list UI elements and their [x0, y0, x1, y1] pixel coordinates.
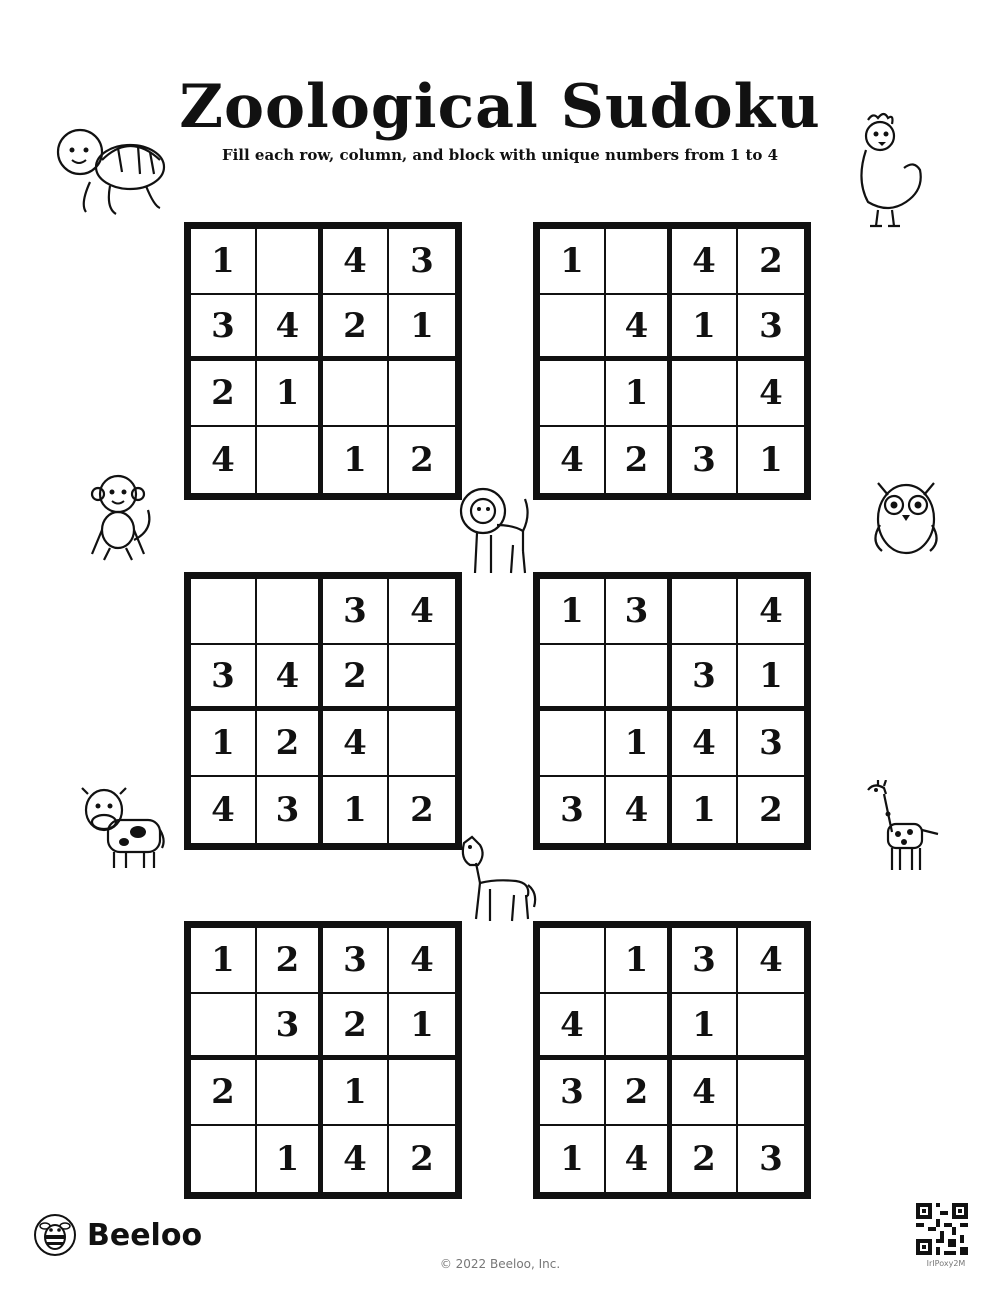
bee-logo-icon — [33, 1213, 77, 1257]
sudoku-cell: 2 — [191, 1060, 257, 1126]
sudoku-cell: 1 — [540, 1126, 606, 1192]
page-title: Zoological Sudoku — [179, 72, 821, 142]
sudoku-cell: 4 — [323, 1126, 389, 1192]
sudoku-cell: 3 — [257, 994, 323, 1060]
sudoku-cell: 1 — [257, 361, 323, 427]
instructions: Fill each row, column, and block with unique numbers from 1 to 4 — [221, 146, 779, 164]
sudoku-cell[interactable] — [389, 1060, 455, 1126]
sudoku-cell: 3 — [759, 1139, 783, 1179]
sudoku-grid-3 — [184, 572, 462, 850]
sudoku-cell: 4 — [323, 229, 389, 295]
sudoku-cell: 1 — [606, 361, 672, 427]
qr-code-icon — [916, 1203, 968, 1255]
giraffe-icon — [864, 780, 944, 875]
sudoku-cell: 2 — [191, 361, 257, 427]
sudoku-cell: 3 — [738, 295, 804, 361]
sudoku-cell: 4 — [606, 295, 672, 361]
brand-name: Beeloo — [87, 1217, 203, 1253]
sudoku-cell: 4 — [540, 427, 606, 493]
sudoku-cell[interactable] — [540, 711, 606, 777]
sudoku-cell[interactable] — [191, 1126, 257, 1192]
sudoku-cell: 3 — [323, 579, 389, 645]
sudoku-cell[interactable] — [389, 361, 455, 427]
sudoku-cell[interactable] — [389, 645, 455, 711]
sudoku-cell: 4 — [672, 711, 738, 777]
sudoku-cell: 2 — [759, 790, 783, 830]
sudoku-cell: 2 — [323, 645, 389, 711]
owl-icon — [866, 475, 946, 560]
sudoku-cell: 1 — [540, 229, 606, 295]
sudoku-cell: 1 — [323, 777, 389, 843]
sudoku-grid-5 — [184, 921, 462, 1199]
sudoku-cell: 3 — [606, 579, 672, 645]
sudoku-cell: 4 — [738, 928, 804, 994]
brand-logo — [33, 1213, 202, 1257]
sudoku-cell: 2 — [410, 440, 434, 480]
sudoku-cell: 3 — [540, 1060, 606, 1126]
sudoku-cell[interactable] — [257, 579, 323, 645]
sudoku-cell[interactable] — [738, 994, 804, 1060]
sudoku-cell: 4 — [257, 295, 323, 361]
sudoku-cell: 1 — [672, 295, 738, 361]
sudoku-cell[interactable] — [257, 427, 323, 493]
lion-icon — [457, 485, 537, 580]
sudoku-cell: 4 — [540, 994, 606, 1060]
monkey-icon — [86, 470, 161, 565]
sudoku-cell: 2 — [257, 711, 323, 777]
sudoku-grid-2 — [533, 222, 811, 500]
sudoku-cell: 2 — [672, 1126, 738, 1192]
sudoku-cell[interactable] — [540, 295, 606, 361]
sudoku-cell: 4 — [672, 1060, 738, 1126]
sudoku-cell[interactable] — [323, 361, 389, 427]
sudoku-cell: 1 — [323, 427, 389, 493]
sudoku-cell[interactable] — [672, 579, 738, 645]
sudoku-cell: 2 — [738, 229, 804, 295]
sudoku-cell[interactable] — [672, 361, 738, 427]
sudoku-cell: 1 — [738, 645, 804, 711]
sudoku-cell: 3 — [672, 928, 738, 994]
sudoku-cell: 2 — [323, 994, 389, 1060]
sudoku-cell: 3 — [540, 777, 606, 843]
sudoku-cell[interactable] — [389, 711, 455, 777]
sudoku-cell: 4 — [606, 1126, 672, 1192]
sudoku-cell[interactable] — [606, 994, 672, 1060]
sudoku-cell: 4 — [738, 361, 804, 427]
sudoku-cell: 1 — [540, 579, 606, 645]
sudoku-cell[interactable] — [191, 994, 257, 1060]
sudoku-cell: 1 — [672, 777, 738, 843]
sudoku-cell: 4 — [389, 928, 455, 994]
sudoku-cell: 3 — [672, 427, 738, 493]
sudoku-cell: 3 — [191, 645, 257, 711]
sudoku-cell[interactable] — [257, 229, 323, 295]
sudoku-cell: 3 — [323, 928, 389, 994]
sudoku-cell: 1 — [323, 1060, 389, 1126]
sudoku-cell: 3 — [389, 229, 455, 295]
sudoku-cell[interactable] — [738, 1060, 804, 1126]
sudoku-cell: 3 — [191, 295, 257, 361]
sudoku-cell: 4 — [191, 427, 257, 493]
sudoku-grid-1 — [184, 222, 462, 500]
sudoku-cell: 4 — [257, 645, 323, 711]
sudoku-cell: 1 — [389, 994, 455, 1060]
sudoku-cell[interactable] — [606, 645, 672, 711]
sudoku-cell: 1 — [389, 295, 455, 361]
sudoku-cell: 4 — [606, 777, 672, 843]
sudoku-cell: 3 — [257, 777, 323, 843]
sudoku-cell[interactable] — [257, 1060, 323, 1126]
sudoku-cell: 1 — [257, 1126, 323, 1192]
sudoku-cell: 4 — [672, 229, 738, 295]
sudoku-cell[interactable] — [606, 229, 672, 295]
horse-icon — [456, 835, 541, 930]
copyright-text: © 2022 Beeloo, Inc. — [439, 1257, 561, 1271]
sudoku-cell: 2 — [410, 1139, 434, 1179]
qr-caption: IrIPoxy2M — [926, 1259, 966, 1268]
sudoku-cell: 2 — [323, 295, 389, 361]
sudoku-cell: 2 — [257, 928, 323, 994]
rooster-icon — [848, 110, 928, 235]
sudoku-cell: 2 — [606, 1060, 672, 1126]
sudoku-cell: 4 — [191, 777, 257, 843]
sudoku-cell[interactable] — [540, 361, 606, 427]
sudoku-cell: 4 — [389, 579, 455, 645]
sudoku-cell[interactable] — [540, 928, 606, 994]
sudoku-cell: 1 — [606, 711, 672, 777]
sudoku-cell: 1 — [191, 928, 257, 994]
sudoku-cell: 1 — [606, 928, 672, 994]
turtle-icon — [50, 122, 170, 217]
sudoku-cell: 1 — [191, 229, 257, 295]
sudoku-cell[interactable] — [540, 645, 606, 711]
sudoku-cell[interactable] — [191, 579, 257, 645]
sudoku-cell: 4 — [323, 711, 389, 777]
sudoku-cell: 1 — [672, 994, 738, 1060]
sudoku-cell: 2 — [410, 790, 434, 830]
sudoku-cell: 3 — [738, 711, 804, 777]
cow-icon — [78, 780, 168, 875]
sudoku-cell: 2 — [606, 427, 672, 493]
sudoku-grid-6 — [533, 921, 811, 1199]
sudoku-cell: 3 — [672, 645, 738, 711]
sudoku-cell: 1 — [191, 711, 257, 777]
sudoku-cell: 4 — [738, 579, 804, 645]
sudoku-cell: 1 — [759, 440, 783, 480]
sudoku-grid-4 — [533, 572, 811, 850]
